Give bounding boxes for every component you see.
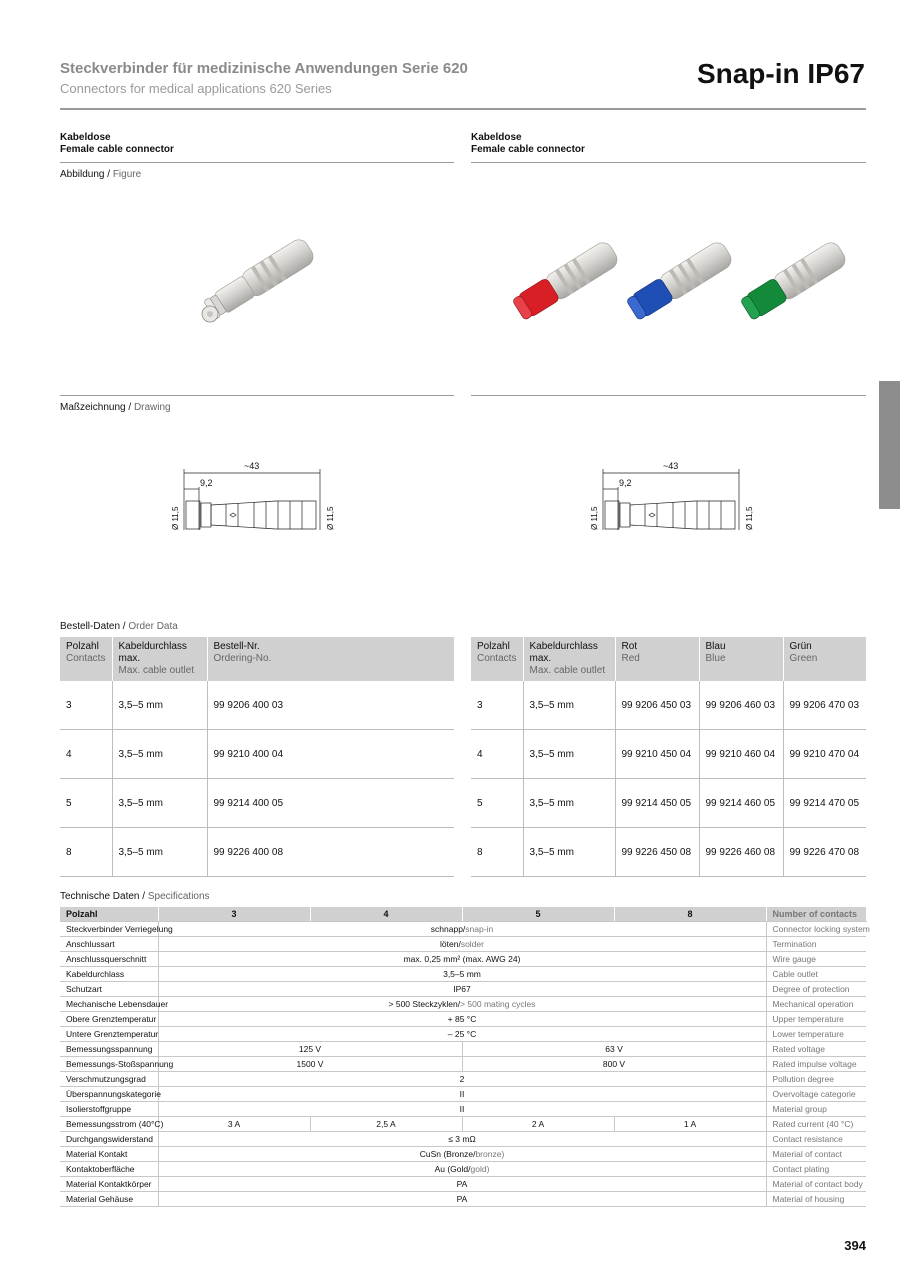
table-row: Mechanische Lebensdauer > 500 Steckzyklen/> 500 mating cycles Mechanical operation — [60, 997, 866, 1012]
order-left-header: Kabeldurchlass max. Max. cable outlet — [112, 637, 207, 681]
left-heading — [60, 132, 174, 156]
right-heading-rule — [471, 162, 866, 163]
table-row: Material Gehäuse PA Material of housing — [60, 1192, 866, 1207]
figure-label-de: Abbildung — [60, 169, 105, 180]
order-right-header: Rot Red — [615, 637, 699, 681]
header-title-en: Connectors for medical applications 620 Series — [60, 81, 332, 96]
connector-red — [511, 239, 621, 322]
table-row: Bemessungsstrom (40°C) 3 A 2,5 A 2 A 1 A Rated current (40 °C) — [60, 1117, 866, 1132]
figure-label: Abbildung / Figure — [60, 169, 142, 180]
order-table-right — [471, 637, 866, 877]
table-row: 8 3,5–5 mm 99 9226 400 08 — [60, 828, 454, 877]
connector-green — [739, 239, 849, 322]
table-row: Bemessungsspannung 125 V 63 V Rated voltage — [60, 1042, 866, 1057]
order-right-header: Polzahl Contacts — [471, 637, 523, 681]
table-row: Bemessungs-Stoßspannung 1500 V 800 V Rated impulse voltage — [60, 1057, 866, 1072]
order-right-header: Kabeldurchlass max. Max. cable outlet — [523, 637, 615, 681]
connector-grey-image — [180, 230, 320, 340]
drawing-right-dia-a: Ø 11,5 — [590, 506, 599, 530]
table-row: Material Kontaktkörper PA Material of contact body — [60, 1177, 866, 1192]
table-row: Anschlussquerschnitt max. 0,25 mm² (max. AWG 24) Wire gauge — [60, 952, 866, 967]
order-left-header: Polzahl Contacts — [60, 637, 112, 681]
table-row: 3 3,5–5 mm 99 9206 450 03 99 9206 460 03 99 9206 470 03 — [471, 681, 866, 730]
specs-header-row: Polzahl 3 4 5 8 Number of contacts — [60, 907, 866, 922]
table-row: 4 3,5–5 mm 99 9210 450 04 99 9210 460 04 99 9210 470 04 — [471, 730, 866, 779]
table-row: Durchgangswiderstand ≤ 3 mΩ Contact resistance — [60, 1132, 866, 1147]
drawing-right — [585, 455, 765, 535]
table-row: Obere Grenztemperatur + 85 °C Upper temperature — [60, 1012, 866, 1027]
figure-label-en: Figure — [112, 169, 142, 180]
right-heading-en: Female cable connector — [471, 144, 585, 155]
drawing-label-de: Maßzeichnung — [60, 402, 126, 413]
table-row: Kabeldurchlass 3,5–5 mm Cable outlet — [60, 967, 866, 982]
table-row: Material Kontakt CuSn (Bronze/bronze) Material of contact — [60, 1147, 866, 1162]
table-row: 5 3,5–5 mm 99 9214 450 05 99 9214 460 05 99 9214 470 05 — [471, 779, 866, 828]
left-heading-en: Female cable connector — [60, 144, 174, 155]
drawing-label-en: Drawing — [133, 402, 171, 413]
table-row: Untere Grenztemperatur – 25 °C Lower temperature — [60, 1027, 866, 1042]
drawing-left — [166, 455, 346, 535]
table-row: Überspannungskategorie II Overvoltage categorie — [60, 1087, 866, 1102]
right-heading-de: Kabeldose — [471, 132, 522, 143]
drawing-left-length: ~43 — [244, 461, 260, 471]
drawing-left-dim-a: 9,2 — [200, 478, 213, 488]
specs-table — [60, 907, 870, 1207]
connector-blue — [625, 239, 735, 322]
drawing-left-dia-a: Ø 11,5 — [171, 506, 180, 530]
table-row: 3 3,5–5 mm 99 9206 400 03 — [60, 681, 454, 730]
specs-label-en: Specifications — [147, 891, 210, 902]
product-title: Snap-in IP67 — [696, 58, 865, 89]
connector-colored-image — [492, 240, 862, 335]
table-row: Kontaktoberfläche Au (Gold/gold) Contact plating — [60, 1162, 866, 1177]
order-label-en: Order Data — [128, 621, 178, 632]
table-row: Steckverbinder Verriegelung schnapp/snap-in Connector locking system — [60, 922, 866, 937]
drawing-left-dia-b: Ø 11,5 — [326, 506, 335, 530]
page-number: 394 — [844, 1238, 866, 1253]
order-label: Bestell-Daten / Order Data — [60, 621, 178, 632]
left-heading-rule — [60, 162, 454, 163]
order-label-de: Bestell-Daten — [60, 621, 121, 632]
figure-rule-left — [60, 395, 454, 396]
specs-label: Technische Daten / Specifications — [60, 891, 210, 902]
table-row: Verschmutzungsgrad 2 Pollution degree — [60, 1072, 866, 1087]
table-row: 4 3,5–5 mm 99 9210 400 04 — [60, 730, 454, 779]
right-heading — [471, 132, 585, 156]
side-tab — [879, 381, 900, 509]
order-table-left — [60, 637, 454, 877]
header-title-de: Steckverbinder für medizinische Anwendungen Serie 620 — [60, 60, 468, 77]
table-row: 5 3,5–5 mm 99 9214 400 05 — [60, 779, 454, 828]
specs-label-de: Technische Daten — [60, 891, 140, 902]
drawing-right-length: ~43 — [663, 461, 679, 471]
table-row: 8 3,5–5 mm 99 9226 450 08 99 9226 460 08 99 9226 470 08 — [471, 828, 866, 877]
header-divider — [60, 108, 866, 110]
drawing-right-dia-b: Ø 11,5 — [745, 506, 754, 530]
order-left-header: Bestell-Nr. Ordering-No. — [207, 637, 454, 681]
table-row: Isolierstoffgruppe II Material group — [60, 1102, 866, 1117]
figure-rule-right — [471, 395, 866, 396]
drawing-label: Maßzeichnung / Drawing — [60, 402, 171, 413]
table-row: Schutzart IP67 Degree of protection — [60, 982, 866, 997]
left-heading-de: Kabeldose — [60, 132, 111, 143]
order-right-header: Grün Green — [783, 637, 866, 681]
drawing-right-dim-a: 9,2 — [619, 478, 632, 488]
order-right-header: Blau Blue — [699, 637, 783, 681]
table-row: Anschlussart löten/solder Termination — [60, 937, 866, 952]
